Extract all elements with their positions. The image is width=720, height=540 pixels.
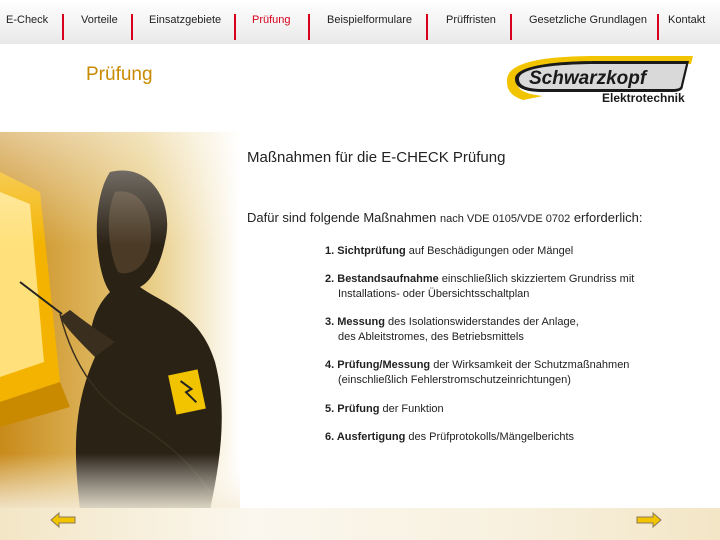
list-item-number: 6. (325, 431, 335, 443)
list-item-text: auf Beschädigungen oder Mängel (405, 245, 574, 257)
arrow-left-icon[interactable] (50, 512, 76, 528)
list-item-number: 2. (325, 273, 335, 285)
list-item-title: Bestandsaufnahme (337, 273, 439, 285)
nav-separator (308, 14, 310, 40)
technician-photo (0, 132, 240, 510)
nav-separator (131, 14, 133, 40)
nav-item-einsatzgebiete[interactable]: Einsatzgebiete (149, 14, 222, 26)
list-item-title: Sichtprüfung (337, 245, 406, 257)
nav-item-beispielformulare[interactable]: Beispielformulare (327, 14, 412, 26)
intro-standard: nach VDE 0105/VDE 0702 (439, 213, 571, 225)
list-item-number: 3. (325, 316, 335, 328)
nav-separator (234, 14, 236, 40)
list-item-continuation: Installations- oder Übersichtsschaltplan (338, 288, 530, 300)
bottom-band (0, 508, 720, 540)
list-item-title: Messung (337, 316, 385, 328)
list-item-number: 1. (325, 245, 335, 257)
list-item (325, 430, 574, 445)
logo-brand-text: Schwarzkopf (529, 68, 647, 89)
list-item-continuation: des Ableitstromes, des Betriebsmittels (338, 331, 524, 343)
intro-text (247, 210, 642, 225)
list-item-text: der Funktion (379, 403, 444, 415)
list-item-text: einschließlich skizziertem Grundriss mit (438, 273, 635, 285)
schwarzkopf-logo (503, 52, 703, 106)
list-item (325, 272, 634, 302)
list-item (325, 358, 629, 388)
nav-separator (657, 14, 659, 40)
nav-item-e-check[interactable]: E-Check (6, 14, 49, 26)
list-item (325, 244, 573, 259)
list-item-title: Prüfung (337, 403, 380, 415)
logo-sub-text: Elektrotechnik (602, 91, 685, 105)
list-item-title: Prüfung/Messung (337, 359, 431, 371)
section-heading: Maßnahmen für die E-CHECK Prüfung (247, 149, 506, 166)
nav-separator (510, 14, 512, 40)
list-item-text: des Prüfprotokolls/Mängelberichts (405, 431, 575, 443)
nav-item-pruefung[interactable]: Prüfung (252, 14, 291, 26)
list-item-title: Ausfertigung (336, 431, 406, 443)
top-navigation (0, 0, 720, 44)
list-item (325, 315, 579, 345)
nav-item-prueffristen[interactable]: Prüffristen (446, 14, 496, 26)
list-item (325, 402, 444, 417)
list-item-text: der Wirksamkeit der Schutzmaßnahmen (430, 359, 630, 371)
nav-item-vorteile[interactable]: Vorteile (81, 14, 118, 26)
nav-separator (62, 14, 64, 40)
list-item-number: 4. (325, 359, 335, 371)
intro-part3: erforderlich: (570, 210, 643, 225)
list-item-continuation: (einschließlich Fehlerstromschutzeinrichtungen) (338, 374, 571, 386)
nav-item-gesetzliche-grundlagen[interactable]: Gesetzliche Grundlagen (529, 14, 648, 26)
page-title: Prüfung (86, 64, 153, 85)
arrow-right-icon[interactable] (636, 512, 662, 528)
list-item-number: 5. (325, 403, 335, 415)
intro-part1: Dafür sind folgende Maßnahmen (247, 210, 440, 225)
list-item-text: des Isolationswiderstandes der Anlage, (384, 316, 579, 328)
nav-item-kontakt[interactable]: Kontakt (668, 14, 706, 26)
nav-separator (426, 14, 428, 40)
